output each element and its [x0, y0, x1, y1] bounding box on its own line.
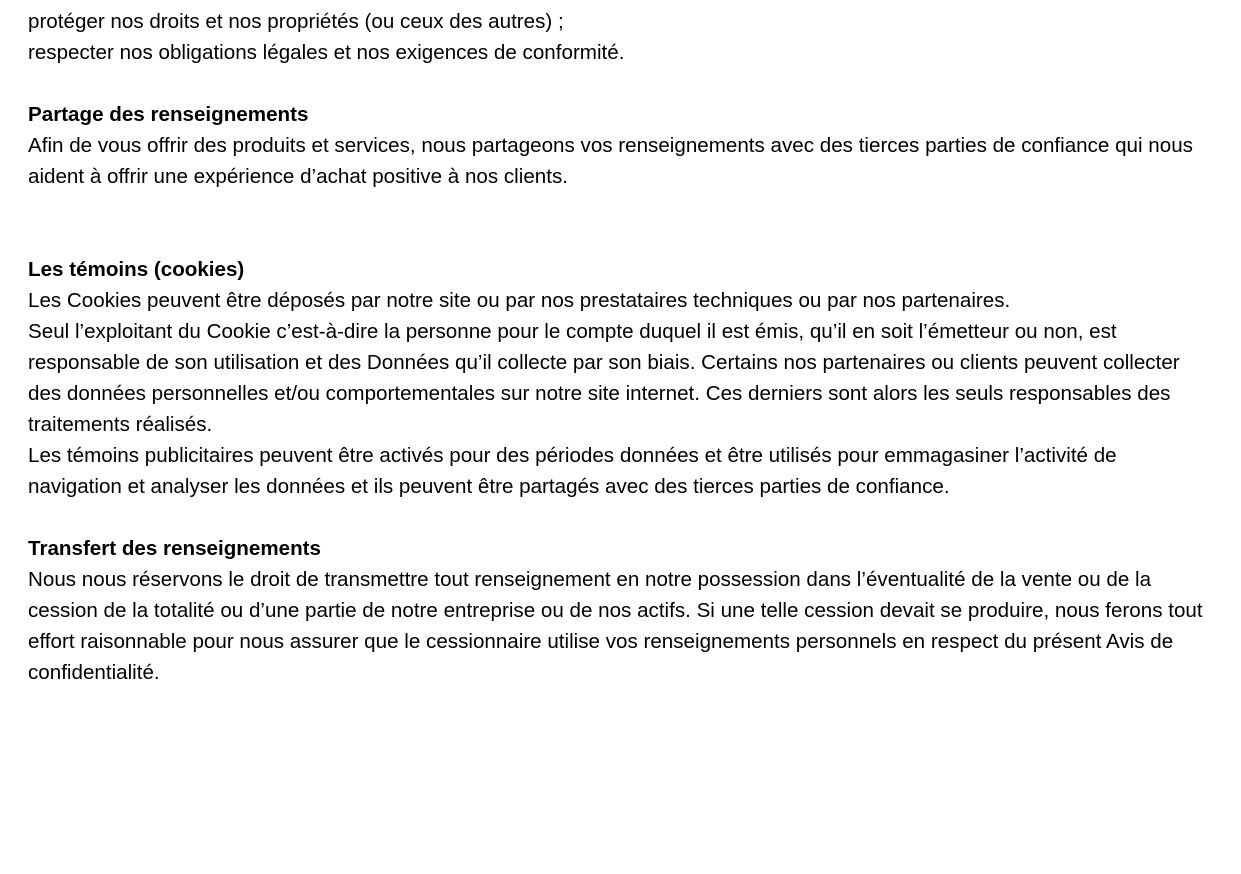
- document-paragraph: Seul l’exploitant du Cookie c’est-à-dire la personne pour le compte duquel il est émis, qu’il en soit l’émetteur ou non, est responsable de son utilisation et des Données qu’il collecte par son biais. Certains nos partenaires ou clients peuvent collecter des données personnelles et/ou comportementales sur notre site internet. Ces derniers sont alors les seuls responsables des traitements réalisés.: [28, 320, 1180, 436]
- document-paragraph: respecter nos obligations légales et nos exigences de conformité.: [28, 41, 625, 64]
- document-paragraph: Les témoins publicitaires peuvent être activés pour des périodes données et être utilisés pour emmagasiner l’activité de navigation et analyser les données et ils peuvent être partagés avec des tierces parties de confiance.: [28, 444, 1117, 498]
- document-heading: Les témoins (cookies): [28, 258, 245, 281]
- document-paragraph: Les Cookies peuvent être déposés par notre site ou par nos prestataires techniques ou par nos partenaires.: [28, 289, 1011, 312]
- document-paragraph: Nous nous réservons le droit de transmettre tout renseignement en notre possession dans l’éventualité de la vente ou de la cession de la totalité ou d’une partie de notre entreprise ou de nos actifs. Si une telle cession devait se produire, nous ferons tout effort raisonnable pour nous assurer que le cessionnaire utilise vos renseignements personnels en respect du présent Avis de confidentialité.: [28, 568, 1203, 684]
- blank-line: [28, 223, 1213, 254]
- blank-line: [28, 68, 1213, 99]
- blank-line: [28, 502, 1213, 533]
- blank-line: [28, 192, 1213, 223]
- document-heading: Partage des renseignements: [28, 103, 309, 126]
- document-paragraph: Afin de vous offrir des produits et services, nous partageons vos renseignements avec des tierces parties de confiance qui nous aident à offrir une expérience d’achat positive à nos clients.: [28, 134, 1193, 188]
- document-heading: Transfert des renseignements: [28, 537, 321, 560]
- document-paragraph: protéger nos droits et nos propriétés (ou ceux des autres) ;: [28, 10, 564, 33]
- document-body: [28, 6, 1213, 688]
